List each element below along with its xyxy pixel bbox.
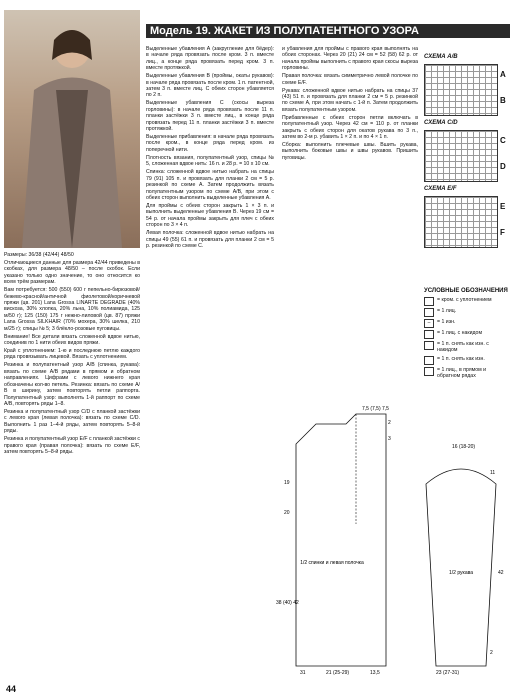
paragraph: Плотность вязания, полупатентный узор, спицы № 5, сложенная вдвое нить: 16 п. и 28 р. = 10 х 10 см. (146, 154, 274, 168)
scheme-ab-label: СХЕМА А/В (424, 54, 458, 60)
dim-label: 23 (27-31) (436, 670, 460, 676)
dim-label: 16 (18-20) (452, 444, 476, 450)
dim-label: 42 (498, 570, 504, 576)
row-letter-a: А (500, 70, 506, 79)
legend-item (424, 308, 510, 317)
legend-text: = 1 лиц., в прямом и обратном рядах (437, 366, 487, 380)
paragraph: Для проймы с обеих сторон закрыть 1 × 3 п. и выполнить выделенные убавления В. Через 19 см = 54 р. от начала проймы закрыть для плеч с обеих сторон по 3 × 4 п. (146, 202, 274, 229)
sleeve-label: 1/2 рукава (448, 570, 474, 576)
symbol-icon: – (424, 319, 434, 328)
dim-label: 38 (40) 42 (276, 600, 299, 606)
paragraph: Прибавленные с обеих сторон петли включать в полупатентный узор. Через 42 см = 110 р. от планки закрыть с обеих сторон для окатов рукава по 3 п., затем во 2-м р. убавить 1 × 2 п. и по 4 × 1 п. (282, 114, 418, 141)
legend-text: = 1 изн. (437, 318, 456, 325)
page-title: Модель 19. ЖАКЕТ ИЗ ПОЛУПАТЕНТНОГО УЗОРА (150, 25, 419, 37)
scheme-cd-grid (424, 130, 498, 182)
symbol-icon (424, 297, 434, 306)
dim-label: 11 (490, 470, 496, 476)
legend-item (424, 319, 510, 328)
legend-item (424, 356, 510, 365)
column-3 (282, 46, 418, 396)
dim-label: 19 (284, 480, 290, 486)
left-piece-label: 1/2 спинки и левая полочка (300, 560, 364, 566)
symbol-icon (424, 341, 434, 350)
legend-item (424, 367, 510, 380)
row-letter-d: D (500, 162, 506, 171)
row-letter-e: Е (500, 202, 506, 211)
dim-label: 21 (25-29) (326, 670, 350, 676)
legend-text: = 1 лиц. с накидом (437, 329, 483, 336)
paragraph: Размеры: 36/38 (42/44) 48/50 (4, 252, 74, 258)
paragraph: Спинка: сложенной вдвое нитью набрать на спицы 79 (91) 105 п. и провязать для планки 2 см = 5 р. резинкой по схеме А. Затем продолжить вязать полупатентным узором по схеме А/В, при этом с обеих сторон выполнить выделенные убавления А. (146, 169, 274, 201)
legend-text: = 1 п. снять как изн. с накидом (437, 340, 489, 354)
dim-label: 13,5 (370, 670, 380, 676)
page-number: 44 (6, 684, 17, 694)
row-letter-f: F (500, 228, 505, 237)
paragraph: Левая полочка: сложенной вдвое нитью набрать на спицы 49 (55) 61 п. и провязать для планки 2 см = 5 р. резинкой по схеме С. (146, 230, 274, 249)
dim-label: 20 (284, 510, 290, 516)
paragraph: Правая полочка: вязать симметрично левой полочке по схеме Е/F. (282, 73, 418, 86)
paragraph: Сборка: выполнить плечевые швы. Вшить рукава, выполнить боковые швы и швы рукавов. Пришить пуговицы. (282, 142, 418, 161)
paragraph: Внимание! Все детали вязать сложенной вдвое нитью, соединив по 1 нити обеих видов пряжи. (4, 333, 140, 347)
dim-label: 2 (388, 420, 391, 426)
legend-text: = 1 п. снять как изн. (437, 355, 485, 362)
legend-item (424, 341, 510, 354)
symbol-icon (424, 356, 434, 365)
legend (424, 288, 510, 382)
column-2 (146, 46, 274, 446)
column-1 (4, 252, 140, 652)
paragraph: Отличающиеся данные для размера 42/44 приведены в скобках, для размера 48/50 – после скобок. Если указано только одно значение, то оно относится ко всем трём размерам. (4, 260, 140, 286)
sleeve-outline (426, 469, 496, 666)
legend-item (424, 330, 510, 339)
symbol-icon (424, 308, 434, 317)
paragraph: Резинка и полупатентный узор Е/F с планкой застёжки с правого края (правая полочка): вязать по схеме Е/F, затем повторять 5–8-й ряды. (4, 436, 140, 455)
dim-label: 31 (300, 670, 306, 676)
paragraph: Вам потребуется: 500 (550) 600 г пепельно-бирюзовой/бежево-красной/античной фиолетовой/коричневой пряжи (цв. 201) Lana Grossa LINARTE DEGRADE (40% вискоза, 30% хлопка, 20% льна, 10% полиамида, 125 м/50 г); 125 (150) 175 г нежно-лиловой (цв. 87) пряжи Lana Grossa SILKHAIR (70% мохера, 30% шелка, 210 м/25 г); спицы № 5; 3 блёкло-розовые пуговицы. (4, 287, 140, 332)
scheme-ef-grid (424, 196, 498, 248)
model-photo (4, 10, 140, 248)
pattern-diagram (276, 404, 508, 676)
row-letter-c: С (500, 136, 506, 145)
symbol-icon (424, 330, 434, 339)
scheme-ab-grid (424, 64, 498, 116)
paragraph: Выделенные прибавления: в начале ряда провязать после кром., в конце ряда перед кром. из поперечной нити. (146, 134, 274, 153)
legend-title: УСЛОВНЫЕ ОБОЗНАЧЕНИЯ (424, 288, 508, 294)
symbol-icon (424, 367, 434, 376)
paragraph: Выделенные убавления С (скосы выреза горловины): в начале ряда провязать после 11 п. планки застёжки 3 п. вместе лиц., в конце ряда провязать перед 11 п. планки застёжки 3 п. вместе протяжкой. (146, 100, 274, 133)
row-letter-b: В (500, 96, 506, 105)
dim-label: 7,5 (7,5) 7,5 (362, 406, 389, 412)
back-front-outline (296, 414, 386, 666)
paragraph: Рукава: сложенной вдвое нитью набрать на спицы 37 (43) 51 п. и провязать для планки 2 см = 5 р. резинкой по схеме А, при этом начать с 1-й п. Затем продолжить вязать полупатентным узором. (282, 87, 418, 113)
scheme-cd-label: СХЕМА С/D (424, 120, 458, 126)
paragraph: Край с уплотнением: 1-ю и последнюю петлю каждого ряда провязывать лицевой. Вязать с уплотнением. (4, 348, 140, 361)
dim-label: 2 (490, 650, 493, 656)
scheme-ef-label: СХЕМА Е/F (424, 186, 457, 192)
legend-text: = 1 лиц. (437, 307, 457, 314)
paragraph: Выделенные убавления А (закругление для бёдер): в начале ряда провязать после кром. 3 п. вместе лиц., а конце ряда провязать перед кром. 3 п. вместе протяжкой. (146, 46, 274, 72)
dim-label: 3 (388, 436, 391, 442)
paragraph: и убавления для проймы с правого края выполнять на обоих сторонах. Через 20 (21) 24 см = 52 (58) 62 р. от начала проймы выполнить с правого края скосы выреза горловины. (282, 46, 418, 72)
legend-text: = кром. с уплотнением (437, 296, 492, 303)
paragraph: Выделенные убавления В (проймы, окаты рукавов): в начале ряда провязать после кром. 1 п. патентной, затем 3 п. вместе лиц. С обеих сторон убавляется по 2 п. (146, 73, 274, 99)
paragraph: Резинка и полупатентный узор А/В (спинка, рукава): вязать по схеме А/В рядами в прямом и обратном направлениях. Цифрами с левого нижнего края обозначены кол-во петель. Резинка: вязать по схеме А/В в ширину, затем повторять петли раппорта. Полупатентный узор: выполнять 1-й раппорт по схеме А/В, повторять ряды 1–8. (4, 362, 140, 407)
legend-item (424, 297, 510, 306)
paragraph: Резинка и полупатентный узор С/D с планкой застёжки с левого края (левая полочка): вязать по схеме C/D. Выполнить 1 раз 1–4-й ряды, затем повторять 5–8-й ряды. (4, 408, 140, 435)
